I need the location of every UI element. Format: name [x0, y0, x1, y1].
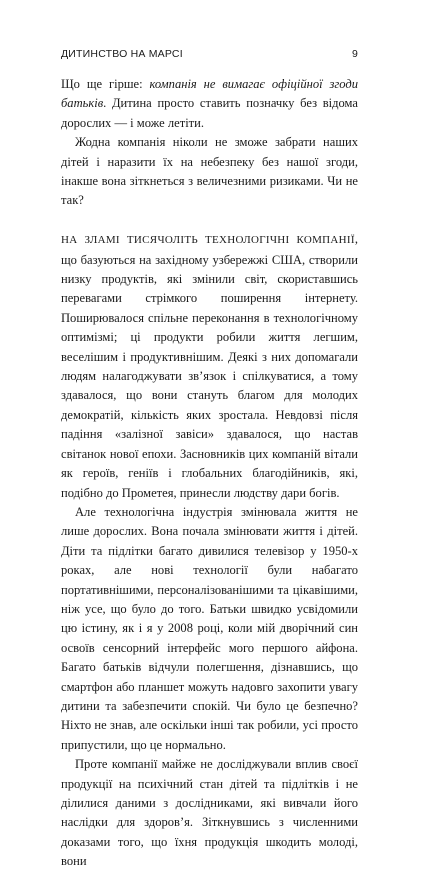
page-number: 9	[351, 48, 358, 60]
paragraph: Проте компанії майже не досліджували вплив своєї продукції на психічний стан дітей та підлітків і не ділилися даними з дослідниками, які вивчали його наслідки для здоров’я. Зіткнувшись з численними доказами того, що їхня продукція шкодить молоді, вони	[61, 757, 358, 869]
paragraph	[61, 75, 358, 133]
paragraph: Жодна компанія ніколи не зможе забрати наших дітей і наразити їх на небезпеку без нашої згоди, інакше вона зіткнеться з величезними ризиками. Чи не так?	[61, 135, 358, 208]
paragraph: Але технологічна індустрія змінювала життя не лише дорослих. Вона почала змінювати життя і дітей. Діти та підлітки багато дивилися телевізор у 1950-х роках, але нові технології були набагато портативнішими, персоналізованішими та цікавішими, ніж усе, що було до того. Батьки швидко усвідомили цю істину, як і я у 2008 році, коли мій дворічний син освоїв сенсорний інтерфейс мого першого айфона. Багато батьків відчули полегшення, дізнавшись, що смартфон або планшет можуть надовго захопити увагу дитини та забезпечити спокій. Чи було це безпечно? Ніхто не знав, але оскільки інші так робили, усі просто припустили, що це нормально.	[61, 504, 358, 752]
paragraph-text: Що ще гірше:	[61, 77, 150, 91]
section-lead-in: НА ЗЛАМІ ТИСЯЧОЛІТЬ ТЕХНОЛОГІЧНІ КОМПАНІЇ	[61, 234, 355, 247]
paragraph-text: , що базуються на західному узбережжі США, створили низку продуктів, які змінили світ, скориставшись перевагами стрімкого поширення інтернету. Поширювалося спільне переконання в технологічному оптимізмі; ці продукти робили життя легшим, веселішим і продуктивнішим. Деякі з них допомагали людям налагоджувати зв’язок і спілкуватися, а тому здавалося, що вони стануть благом для молодих демократій, кількість яких зростала. Невдовзі після падіння «залізної завіси» здавалося, що настав світанок нової епохи. Засновників цих компаній вітали як героїв, геніїв і глобальних благодійників, які, подібно до Прометея, принесли людству дари богів.	[61, 232, 358, 500]
emphasis-text: компанія не вимагає офіційної згоди батьків	[61, 77, 358, 111]
paragraph-text: . Дитина просто ставить позначку без відома дорослих — і може летіти.	[61, 96, 358, 130]
running-head	[61, 48, 358, 62]
body-text	[61, 75, 358, 872]
running-head-title: ДИТИНСТВО НА МАРСІ	[61, 48, 183, 60]
paragraph	[61, 230, 358, 503]
